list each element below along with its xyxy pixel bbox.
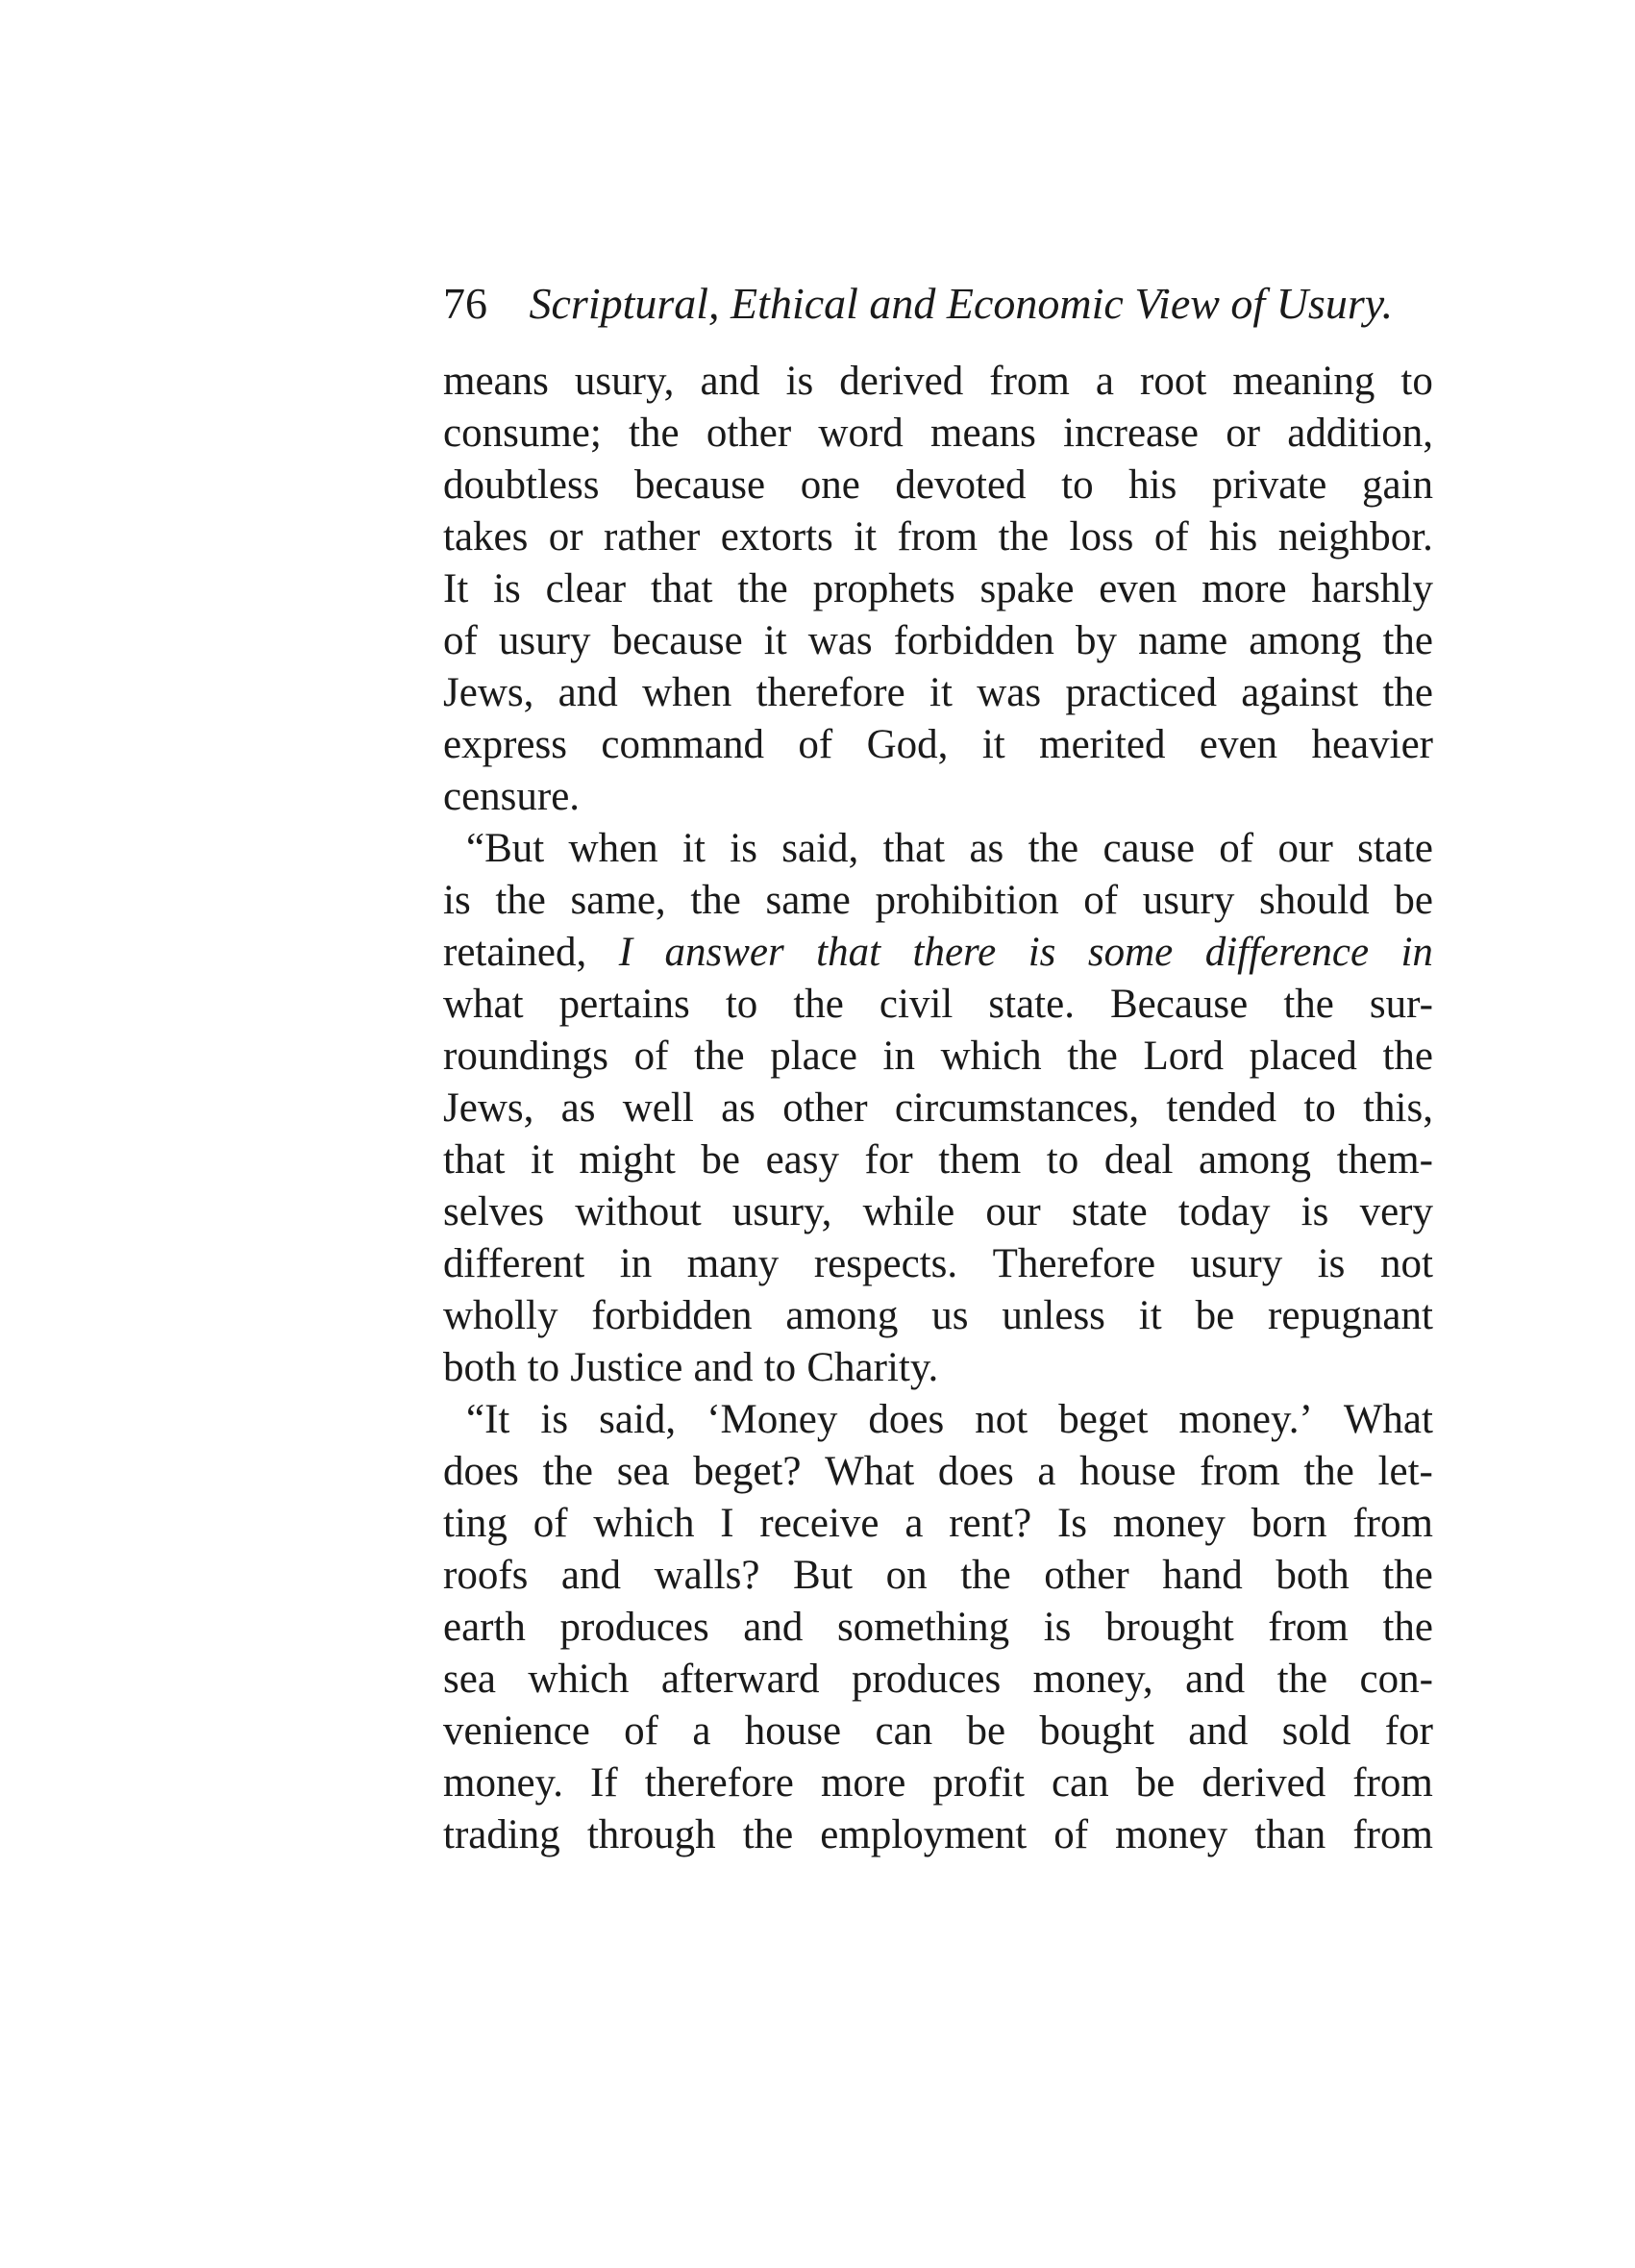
text-line: earth produces and something is brought from the xyxy=(443,1605,1433,1650)
text-line: venience of a house can be bought and sold for xyxy=(443,1708,1433,1754)
text-line: consume; the other word means increase or addition, xyxy=(443,411,1433,456)
text-line: sea which afterward produces money, and the con- xyxy=(443,1657,1433,1702)
text-line: retained, I answer that there is some difference in xyxy=(443,930,1433,975)
running-head xyxy=(443,277,1433,331)
text-line: that it might be easy for them to deal among them- xyxy=(443,1137,1433,1183)
text-line: express command of God, it merited even heavier xyxy=(443,722,1433,767)
text-line: takes or rather extorts it from the loss of his neighbor. xyxy=(443,514,1433,560)
text-line: roofs and walls? But on the other hand both the xyxy=(443,1553,1433,1598)
text-line: is the same, the same prohibition of usury should be xyxy=(443,878,1433,923)
text-line: wholly forbidden among us unless it be repugnant xyxy=(443,1293,1433,1338)
paragraph xyxy=(443,356,1433,823)
text-line: different in many respects. Therefore usury is not xyxy=(443,1241,1433,1286)
text-line: of usury because it was forbidden by name among the xyxy=(443,618,1433,663)
text-line: “It is said, ‘Money does not beget money.’ What xyxy=(466,1397,1433,1442)
paragraph xyxy=(443,823,1433,1394)
text-line: money. If therefore more profit can be derived from xyxy=(443,1760,1433,1806)
text-line: roundings of the place in which the Lord placed the xyxy=(443,1034,1433,1079)
book-page xyxy=(443,0,1433,2268)
text-line: “But when it is said, that as the cause of our state xyxy=(466,826,1433,871)
body-text xyxy=(443,356,1433,1861)
text-line: selves without usury, while our state today is very xyxy=(443,1189,1433,1234)
text-line: means usury, and is derived from a root meaning to xyxy=(443,359,1433,404)
text-line: trading through the employment of money than from xyxy=(443,1812,1433,1857)
text-line: It is clear that the prophets spake even more harshly xyxy=(443,566,1433,611)
page-number: 76 xyxy=(443,279,487,328)
text-line: ting of which I receive a rent? Is money born from xyxy=(443,1501,1433,1546)
text-line: censure. xyxy=(443,774,581,819)
text-line: Jews, as well as other circumstances, tended to this, xyxy=(443,1085,1433,1131)
running-title: Scriptural, Ethical and Economic View of Usury. xyxy=(529,279,1394,328)
text-line: doubtless because one devoted to his private gain xyxy=(443,462,1433,508)
paragraph xyxy=(443,1394,1433,1861)
text-line: Jews, and when therefore it was practiced against the xyxy=(443,670,1433,715)
text-line: both to Justice and to Charity. xyxy=(443,1345,939,1390)
text-line: what pertains to the civil state. Because the sur- xyxy=(443,982,1433,1027)
text-line: does the sea beget? What does a house from the let- xyxy=(443,1449,1433,1494)
